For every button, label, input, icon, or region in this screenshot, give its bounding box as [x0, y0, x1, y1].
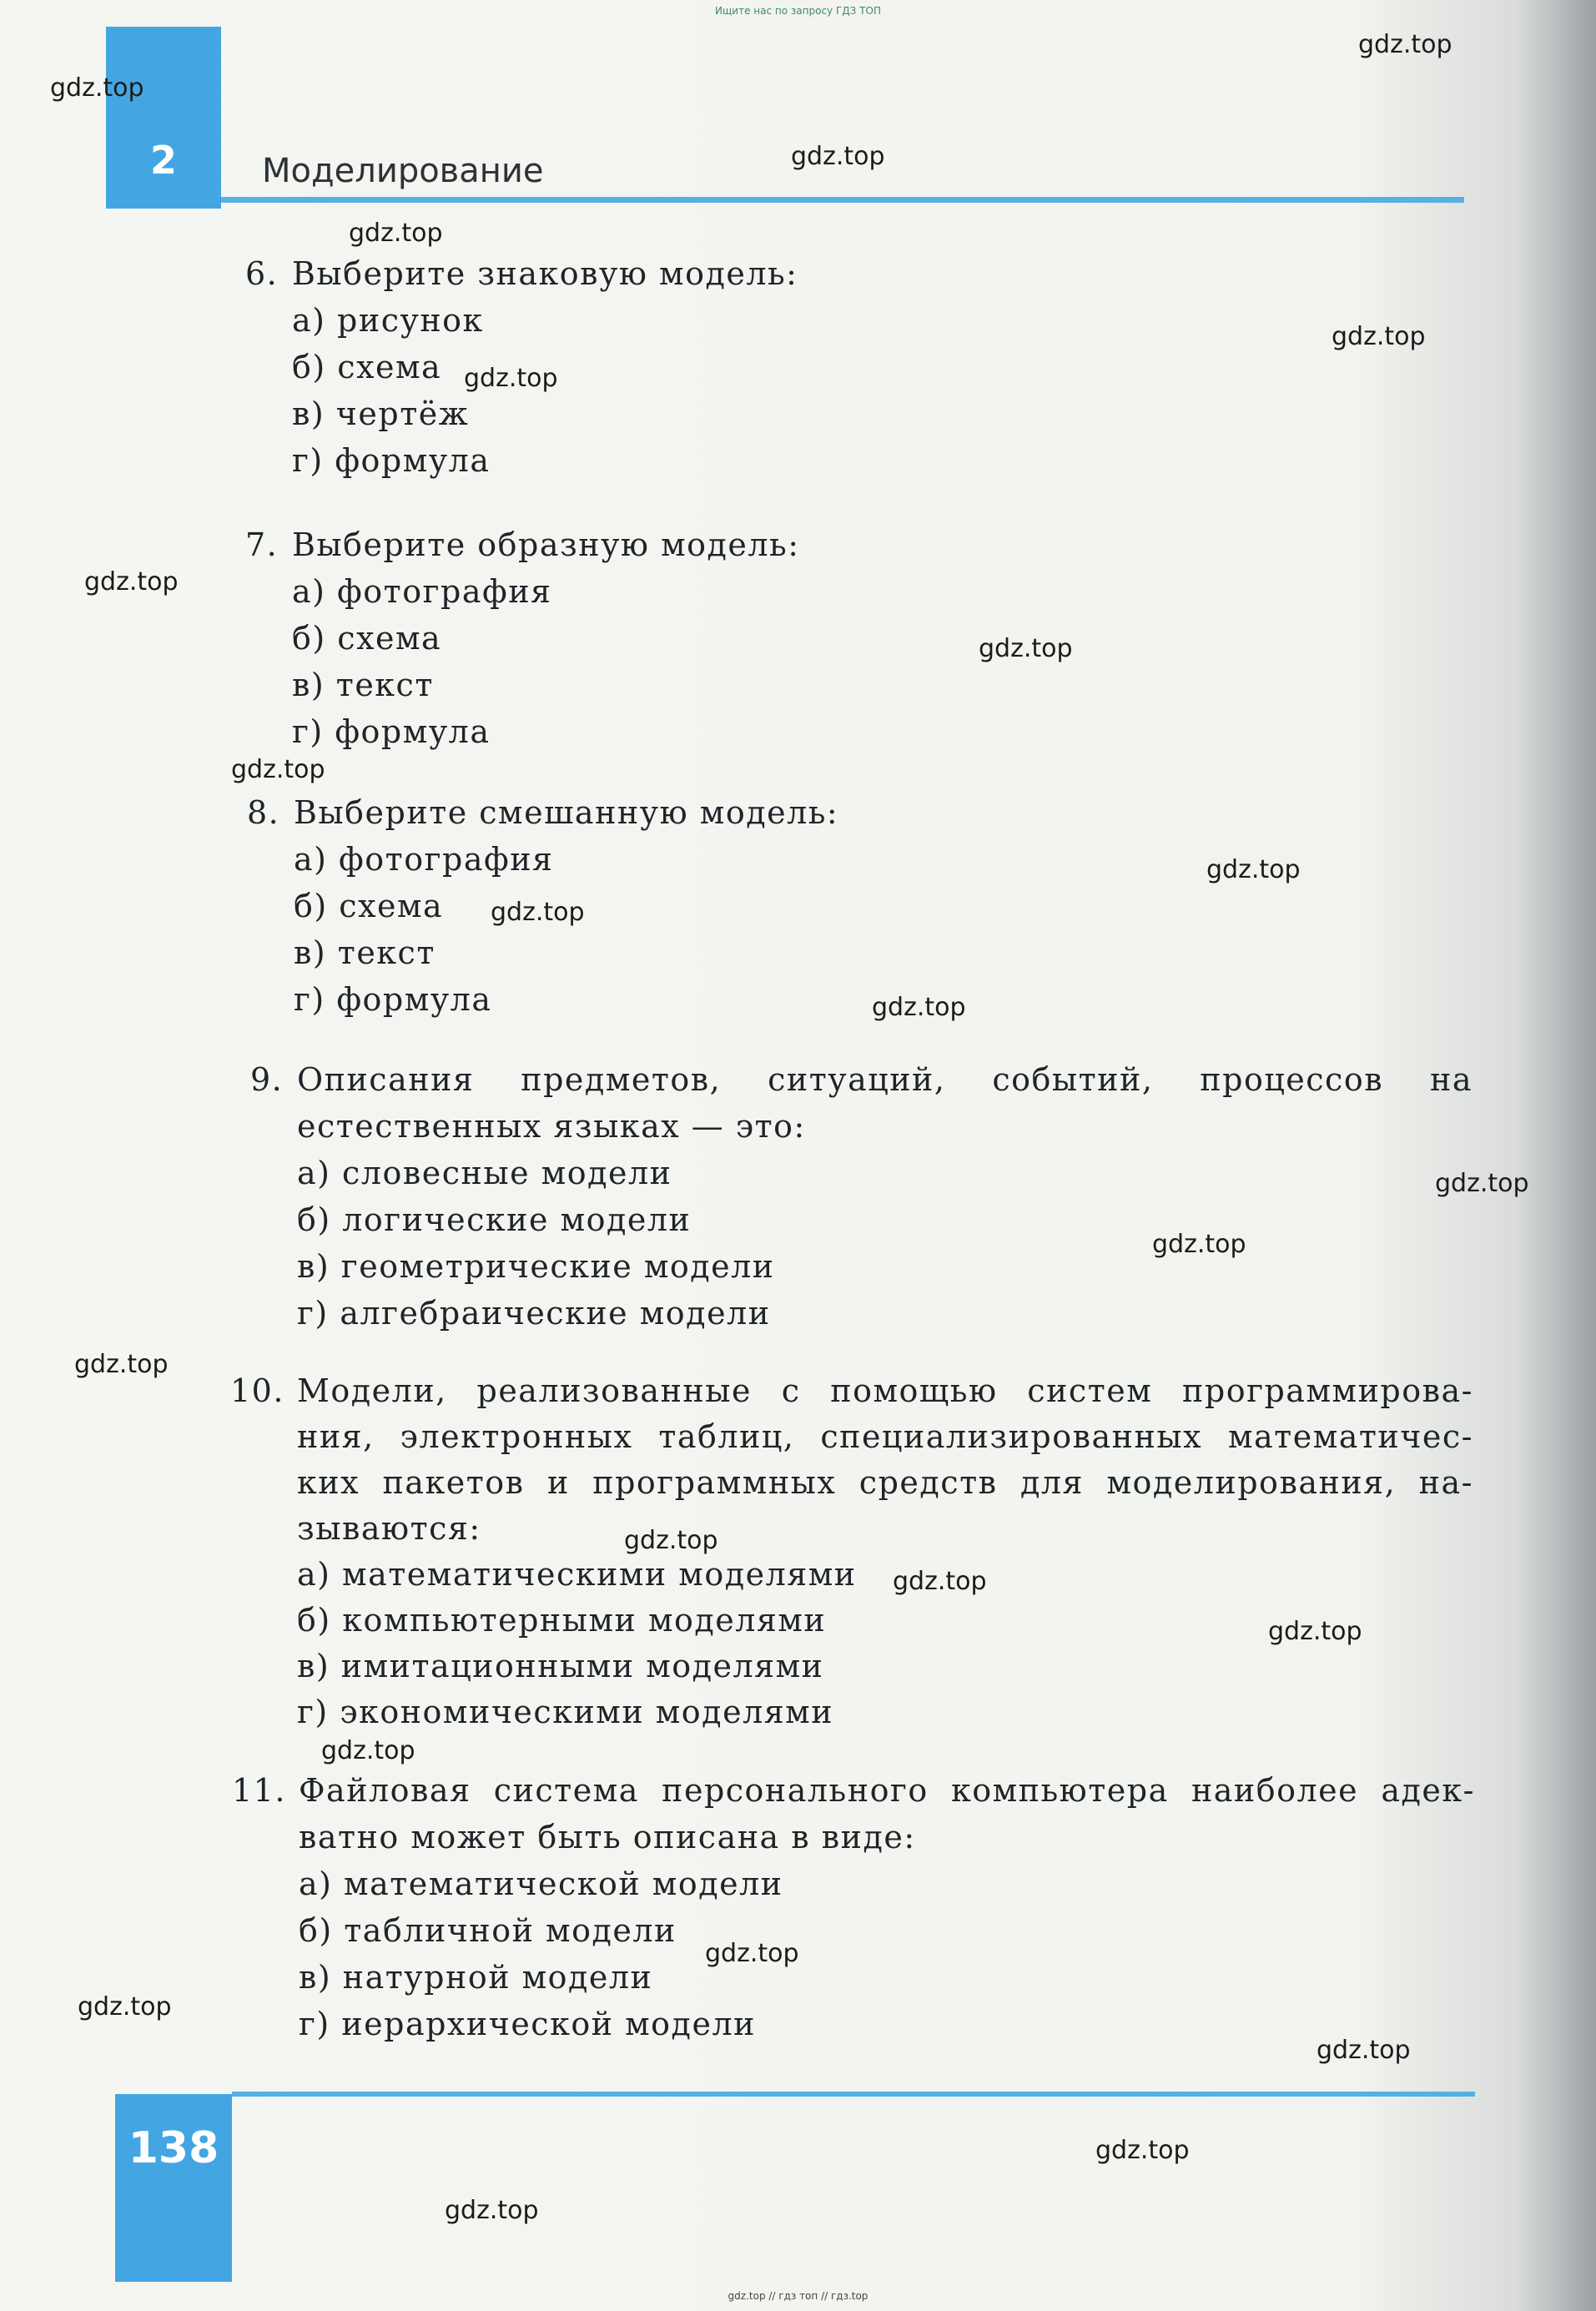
option-d: г) формула	[292, 713, 491, 750]
question-number: 9.	[250, 1061, 284, 1098]
option-c: в) текст	[292, 667, 434, 703]
question-11	[232, 1767, 1475, 2047]
question-number: 11.	[232, 1772, 286, 1809]
question-number: 6.	[245, 255, 279, 292]
option-d: г) алгебраические модели	[297, 1295, 771, 1332]
option-c: в) текст	[294, 934, 436, 971]
question-text-line-3: ких пакетов и программных средств для моделирования, на-	[297, 1464, 1473, 1501]
top-search-banner: Ищите нас по запросу ГДЗ ТОП	[715, 5, 881, 17]
footer-divider	[232, 2092, 1475, 2097]
watermark: gdz.top	[321, 1736, 415, 1765]
footer-tab	[115, 2094, 232, 2282]
option-a: а) математической модели	[299, 1865, 783, 1902]
option-b: б) схема	[294, 888, 444, 924]
watermark: gdz.top	[231, 755, 325, 784]
watermark: gdz.top	[74, 1350, 169, 1379]
watermark: gdz.top	[705, 1939, 799, 1968]
page-number: 138	[128, 2123, 219, 2173]
question-text-line-2: естественных языках — это:	[297, 1108, 806, 1145]
option-c: в) геометрические модели	[297, 1248, 775, 1285]
question-text: Выберите образную модель:	[292, 526, 800, 563]
question-9	[250, 1056, 1473, 1337]
watermark: gdz.top	[50, 73, 144, 103]
chapter-title: Моделирование	[262, 152, 544, 190]
option-d: г) экономическими моделями	[297, 1694, 834, 1730]
watermark: gdz.top	[624, 1526, 718, 1555]
question-number: 8.	[247, 794, 280, 831]
watermark: gdz.top	[791, 142, 885, 171]
question-stem	[245, 521, 1480, 568]
question-number: 10.	[230, 1372, 284, 1409]
option-a: а) фотография	[292, 573, 552, 610]
watermark: gdz.top	[464, 364, 558, 393]
option-d: г) формула	[294, 981, 492, 1018]
option-b: б) схема	[292, 620, 442, 657]
question-stem	[247, 789, 1482, 836]
option-c: в) имитационными моделями	[297, 1648, 824, 1684]
option-a: а) математическими моделями	[297, 1556, 857, 1593]
watermark: gdz.top	[1206, 855, 1301, 884]
question-number: 7.	[245, 526, 279, 563]
question-7	[245, 521, 1480, 755]
question-text-line-4: зываются:	[297, 1510, 481, 1547]
watermark: gdz.top	[1095, 2136, 1190, 2165]
watermark: gdz.top	[872, 993, 966, 1022]
watermark: gdz.top	[1435, 1169, 1529, 1198]
watermark: gdz.top	[491, 898, 585, 927]
watermark: gdz.top	[445, 2196, 539, 2225]
watermark: gdz.top	[893, 1567, 987, 1596]
question-8	[247, 789, 1482, 1023]
question-text: Выберите смешанную модель:	[294, 794, 839, 831]
option-b: б) схема	[292, 349, 442, 385]
option-b: б) компьютерными моделями	[297, 1602, 827, 1639]
option-a: а) словесные модели	[297, 1155, 672, 1191]
bottom-links: gdz.top // гдз топ // гдз.top	[728, 2290, 868, 2302]
watermark: gdz.top	[1358, 30, 1453, 59]
watermark: gdz.top	[979, 634, 1073, 663]
option-a: а) рисунок	[292, 302, 484, 339]
option-b: б) логические модели	[297, 1201, 692, 1238]
question-stem	[245, 250, 1480, 297]
option-c: в) натурной модели	[299, 1959, 653, 1996]
question-text: Описания предметов, ситуаций, событий, процессов на	[297, 1061, 1473, 1098]
option-d: г) формула	[292, 442, 491, 479]
chapter-number: 2	[149, 138, 177, 183]
watermark: gdz.top	[84, 567, 179, 597]
header-divider	[221, 197, 1464, 203]
question-6	[245, 250, 1480, 484]
watermark: gdz.top	[1152, 1230, 1246, 1259]
question-text: Выберите знаковую модель:	[292, 255, 798, 292]
question-text-line-2: ватно может быть описана в виде:	[299, 1819, 916, 1855]
question-stem	[230, 1368, 1473, 1414]
option-c: в) чертёж	[292, 395, 470, 432]
watermark: gdz.top	[78, 1992, 172, 2021]
question-text: Модели, реализованные с помощью систем программирова-	[297, 1372, 1473, 1409]
watermark: gdz.top	[1332, 322, 1426, 351]
option-a: а) фотография	[294, 841, 554, 878]
question-stem	[250, 1056, 1473, 1103]
option-b: б) табличной модели	[299, 1912, 677, 1949]
question-text-line-2: ния, электронных таблиц, специализированных математичес-	[297, 1418, 1473, 1455]
option-d: г) иерархической модели	[299, 2006, 756, 2042]
question-stem	[232, 1767, 1475, 1814]
watermark: gdz.top	[1317, 2036, 1411, 2065]
question-10	[230, 1368, 1473, 1735]
watermark: gdz.top	[349, 219, 443, 248]
question-text: Файловая система персонального компьютера наиболее адек-	[299, 1772, 1475, 1809]
watermark: gdz.top	[1268, 1617, 1362, 1646]
